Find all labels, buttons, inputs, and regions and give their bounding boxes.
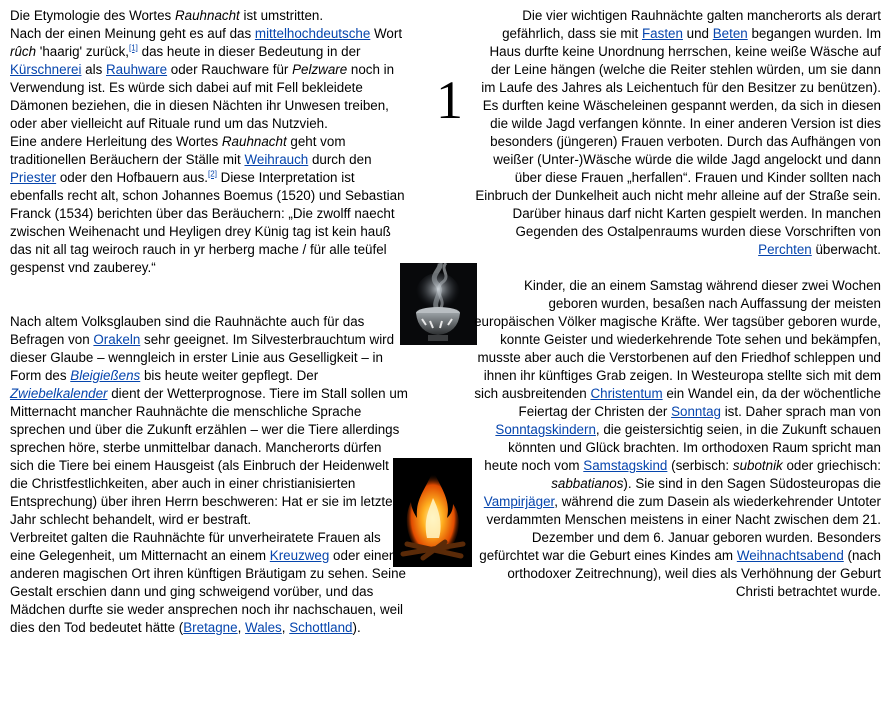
link-orakeln[interactable]: Orakeln	[93, 332, 141, 347]
link-weihnachtsabend[interactable]: Weihnachtsabend	[736, 548, 844, 563]
link-christentum[interactable]: Christentum	[590, 386, 663, 401]
link-sonntagskindern[interactable]: Sonntagskindern	[495, 422, 596, 437]
paragraph-dangerous-nights: Die vier wichtigen Rauhnächte galten mancherorts als derart gefährlich, dass sie mit Fasten und Beten begangen wurden. Im Haus durfte keine Unordnung herrschen, keine weiße Wäsche auf der Leine hängen (welche die Reiter stehlen würden, um sie dann im Laufe des Jahres als Leichentuch für den Besitzer zu benützen). Es durften keine Wäscheleinen gespannt werden, da sich in diesen die wilde Jagd verfangen könnte. In einer anderen Version ist dies besonders (jüngeren) Frauen verboten. Durch das Aufhängen von weißer (Unter-)Wäsche würde die wilde Jagd angelockt und dann über diese Frauen „herfallen“. Frauen und Kinder sollten nach Einbruch der Dunkelheit auch nicht mehr alleine auf der Straße sein. Darüber hinaus darf nicht Karten gespielt werden. In manchen Gegenden des Ostalpenraums wurden diese Vorschriften von Perchten überwacht.	[475, 8, 881, 257]
link-mittelhochdeutsche[interactable]: mittelhochdeutsche	[254, 26, 371, 41]
paragraph-etymology-hairy: Nach der einen Meinung geht es auf das mittelhochdeutsche Wort rûch 'haarig' zurück,[1] das heute in dieser Bedeutung in der Kürschnerei als Rauhware oder Rauchware für Pelzware noch in Verwendung ist. Es würde sich dabei auf mit Fell bekleidete Dämonen beziehen, die in diesen Nächten ihr Unwesen treiben, oder aber vielleicht auf Rituale rund um das Nutzvieh.	[10, 26, 403, 131]
link-bretagne[interactable]: Bretagne	[183, 620, 238, 635]
paragraph-etymology-intro: Die Etymologie des Wortes Rauhnacht ist umstritten.	[10, 8, 324, 23]
link-kuerschnerei[interactable]: Kürschnerei	[10, 62, 82, 77]
right-column	[474, 7, 881, 601]
paragraph-unmarried-women: Verbreitet galten die Rauhnächte für unverheiratete Frauen als eine Gelegenheit, um Mitternacht an einem Kreuzweg oder einem anderen magischen Ort ihren künftigen Bräutigam zu sehen. Seine Gestalt erschien dann und ging schweigend vorüber, und das Mädchen durfte sie weder ansprechen noch ihr nachschauen, weil dies den Tod bedeutet hätte (Bretagne, Wales, Schottland).	[10, 530, 407, 635]
footnote-link-2[interactable]: [2]	[208, 169, 217, 179]
link-zwiebelkalender[interactable]: Zwiebelkalender	[10, 386, 108, 401]
link-rauhware[interactable]: Rauhware	[106, 62, 168, 77]
incense-burner-image	[400, 263, 477, 345]
left-column	[10, 7, 408, 637]
link-schottland[interactable]: Schottland	[289, 620, 353, 635]
paragraph-etymology-incense: Eine andere Herleitung des Wortes Rauhnacht geht vom traditionellen Beräuchern der Ställe mit Weihrauch durch den Priester oder den Hofbauern aus.[2] Diese Interpretation ist ebenfalls recht alt, schon Johannes Boemus (1520) und Sebastian Franck (1534) berichten über das Beräuchern: „Die zwolff naecht zwischen Weihenacht und Heyligen drey Künig tag ist kein hauß das nit all tag weiroch rauch in yr herberg mache / für alle teüfel gespenst vnd zauberey.“	[10, 134, 405, 275]
link-bleigiessens[interactable]: Bleigießens	[70, 368, 141, 383]
link-weihrauch[interactable]: Weihrauch	[244, 152, 309, 167]
link-perchten[interactable]: Perchten	[758, 242, 812, 257]
link-wales[interactable]: Wales	[245, 620, 282, 635]
link-sonntag[interactable]: Sonntag	[671, 404, 721, 419]
footnote-link-1[interactable]: [1]	[129, 43, 138, 53]
page-number: 1	[436, 70, 463, 130]
link-samstagskind[interactable]: Samstagskind	[583, 458, 668, 473]
link-beten[interactable]: Beten	[712, 26, 748, 41]
link-fasten[interactable]: Fasten	[642, 26, 683, 41]
paragraph-saturday-children: Kinder, die an einem Samstag während dieser zwei Wochen geboren wurden, besaßen nach Auffassung der meisten europäischen Völker magische Kräfte. Wer tagsüber geboren wurde, konnte Geister und wiederkehrende Tote sehen und bekämpfen, musste aber auch die Verstorbenen auf den Friedhof schleppen und ihnen ihr künftiges Grab zeigen. In Westeuropa stellte sich mit dem sich ausbreitenden Christentum ein Wandel ein, da der wöchentliche Feiertag der Christen der Sonntag ist. Daher sprach man von Sonntagskindern, die geistersichtig seien, in die Zukunft schauen könnten und Glück brachten. Im orthodoxen Raum spricht man heute noch vom Samstagskind (serbisch: subotnik oder griechisch: sabbatianos). Sie sind in den Sagen Südosteuropas die Vampirjäger, während die zum Dasein als wiederkehrender Untoter verdammten Menschen meistens in einer Nacht zwischen dem 21. Dezember und dem 6. Januar geboren wurden. Besonders gefürchtet war die Geburt eines Kindes am Weihnachtsabend (nach orthodoxer Zeitrechnung), weil dies als Verhöhnung der Geburt Christi betrachtet wurde.	[474, 278, 881, 599]
paragraph-oracles: Nach altem Volksglauben sind die Rauhnächte auch für das Befragen von Orakeln sehr geeignet. Im Silvesterbrauchtum wird dieser Glaube – wenngleich in erster Linie aus Geselligkeit – in Form des Bleigießens bis heute weiter gepflegt. Der Zwiebelkalender dient der Wetterprognose. Tiere im Stall sollen um Mitternacht mancher Rauhnächte die menschliche Sprache sprechen und über die Zukunft erzählen – wer die Tiere allerdings sprechen höre, sterbe unmittelbar danach. Mancherorts dürfen sich die Tiere bei einem Hausgeist (als Einbruch der Heidenwelt in die Christfestlichkeiten, aber auch in einer christianisierten Entsprechung) über ihren Herrn beschweren: Hat er sie im letzten Jahr schlecht behandelt, wird er bestraft.	[10, 314, 408, 527]
link-priester[interactable]: Priester	[10, 170, 57, 185]
link-kreuzweg[interactable]: Kreuzweg	[269, 548, 330, 563]
link-vampirjaeger[interactable]: Vampirjäger	[483, 494, 555, 509]
